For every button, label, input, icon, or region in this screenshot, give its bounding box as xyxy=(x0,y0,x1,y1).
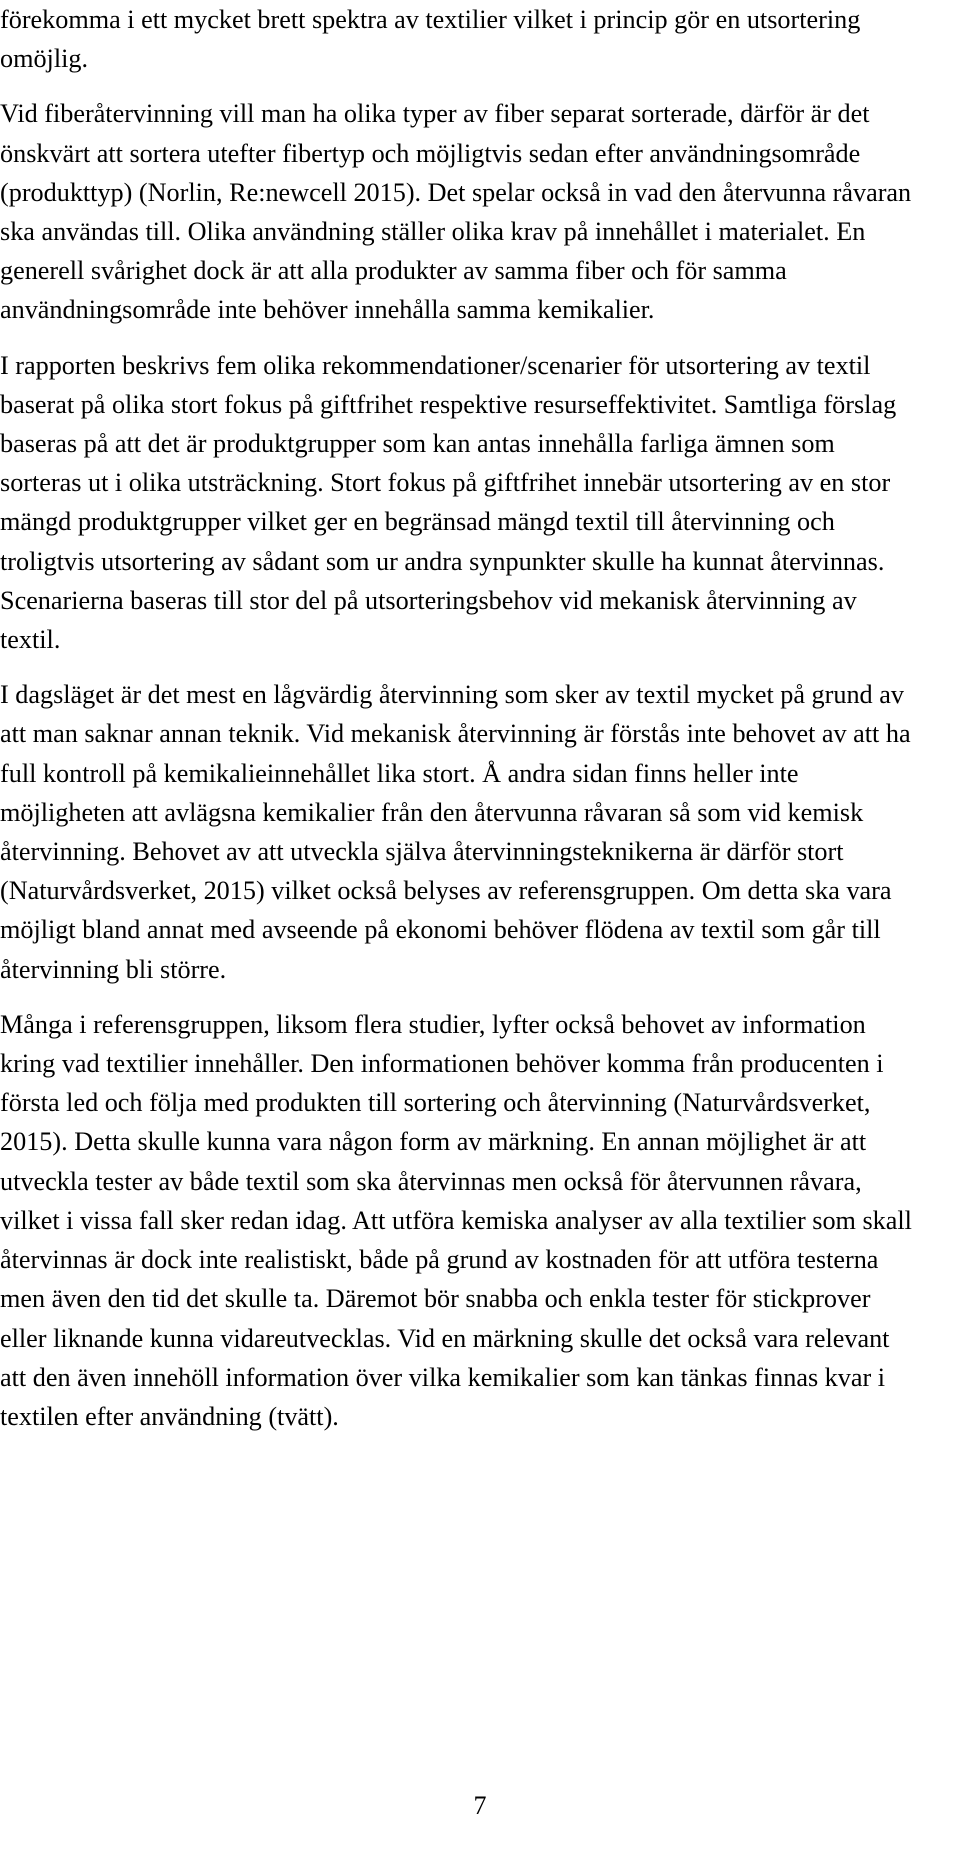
paragraph-3: I rapporten beskrivs fem olika rekommendationer/scenarier för utsortering av textil baserat på olika stort fokus på giftfrihet respektive resurseffektivitet. Samtliga förslag baseras på att det är produktgrupper som kan antas innehålla farliga ämnen som sorteras ut i olika utsträckning. Stort fokus på giftfrihet innebär utsortering av en stor mängd produktgrupper vilket ger en begränsad mängd textil till återvinning och troligtvis utsortering av sådant som ur andra synpunkter skulle ha kunnat återvinnas. Scenarierna baseras till stor del på utsorteringsbehov vid mekanisk återvinning av textil. xyxy=(0,350,897,655)
page-number: 7 xyxy=(473,1791,487,1820)
paragraph-5: Många i referensgruppen, liksom flera studier, lyfter också behovet av information kring vad textilier innehåller. Den informationen behöver komma från producenten i första led och följa med produkten till sortering och återvinning (Naturvårdsverket, 2015). Detta skulle kunna vara någon form av märkning. En annan möjlighet är att utveckla tester av både textil som ska återvinnas men också för återvunnen råvara, vilket i vissa fall sker redan idag. Att utföra kemiska analyser av alla textilier som skall återvinnas är dock inte realistiskt, både på grund av kostnaden för att utföra testerna men även den tid det skulle ta. Däremot bör snabba och enkla tester för stickprover eller liknande kunna vidareutvecklas. Vid en märkning skulle det också vara relevant att den även innehöll information över vilka kemikalier som kan tänkas finnas kvar i textilen efter användning (tvätt). xyxy=(0,1009,912,1431)
paragraph-4: I dagsläget är det mest en lågvärdig återvinning som sker av textil mycket på grund av att man saknar annan teknik. Vid mekanisk återvinning är förstås inte behovet av att ha full kontroll på kemikalieinnehållet lika stort. Å andra sidan finns heller inte möjligheten att avlägsna kemikalier från den återvunna råvaran så som vid kemisk återvinning. Behovet av att utveckla själva återvinningsteknikerna är därför stort (Naturvårdsverket, 2015) vilket också belyses av referensgruppen. Om detta ska vara möjligt bland annat med avseende på ekonomi behöver flödena av textil som går till återvinning bli större. xyxy=(0,680,911,984)
paragraph-1: förekomma i ett mycket brett spektra av textilier vilket i princip gör en utsortering omöjlig. xyxy=(0,5,861,74)
paragraph-2: Vid fiberåtervinning vill man ha olika typer av fiber separat sorterade, därför är det önskvärt att sortera utefter fibertyp och möjligtvis sedan efter användningsområde (produkttyp) (Norlin, Re:newcell 2015). Det spelar också in vad den återvunna råvaran ska användas till. Olika användning ställer olika krav på innehållet i materialet. En generell svårighet dock är att alla produkter av samma fiber och för samma användningsområde inte behöver innehålla samma kemikalier. xyxy=(0,99,912,325)
